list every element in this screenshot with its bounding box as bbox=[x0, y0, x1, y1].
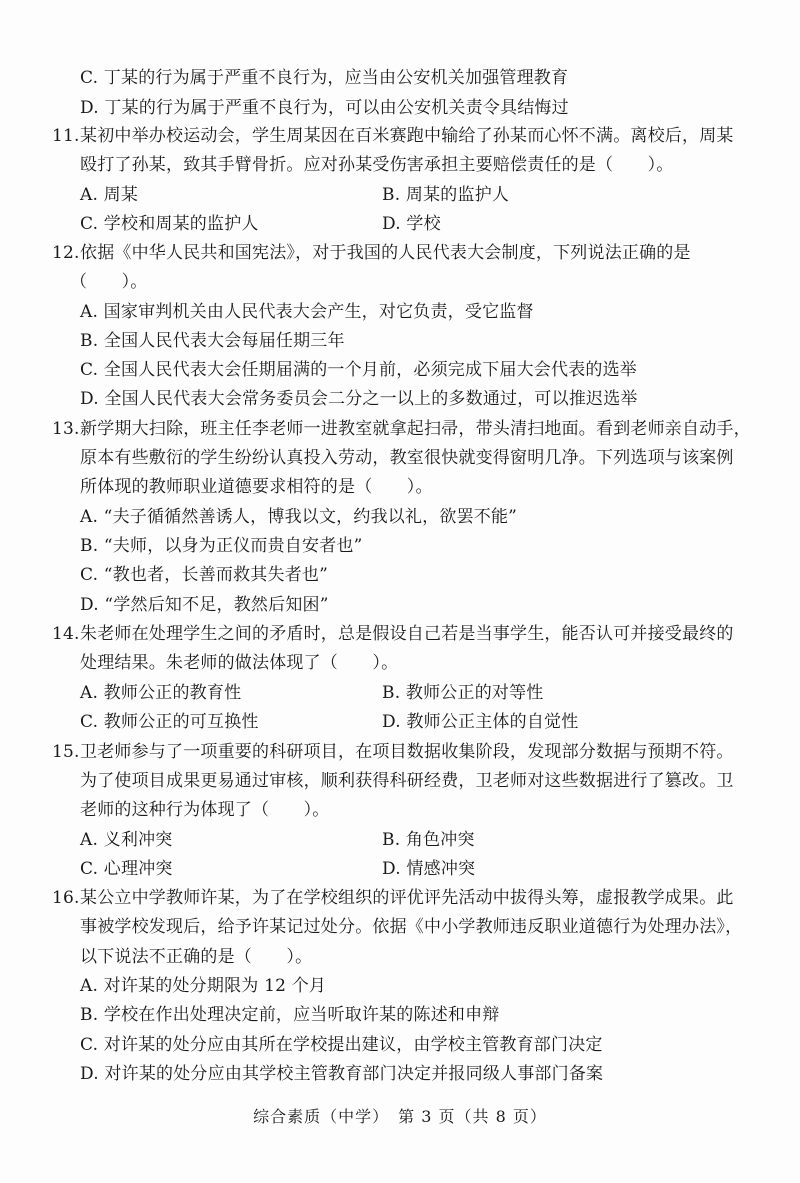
question-stem-line: 为了使项目成果更易通过审核，顺利获得科研经费，卫老师对这些数据进行了篡改。卫 bbox=[80, 771, 734, 791]
option-a: A. 义利冲突 bbox=[80, 830, 173, 850]
question-number: 14. bbox=[52, 624, 80, 644]
question-stem-line: 朱老师在处理学生之间的矛盾时，总是假设自己若是当事学生，能否认可并接受最终的 bbox=[80, 624, 734, 644]
option-d: D. 情感冲突 bbox=[382, 859, 476, 879]
q10-option-d: D. 丁某的行为属于严重不良行为，可以由公安机关责令具结悔过 bbox=[80, 98, 569, 118]
option-c: C. 教师公正的可互换性 bbox=[80, 712, 259, 732]
option-b: B. 学校在作出处理决定前，应当听取许某的陈述和申辩 bbox=[80, 1005, 500, 1025]
option-c: C. 对许某的处分应由其所在学校提出建议，由学校主管教育部门决定 bbox=[80, 1035, 603, 1055]
option-d: D. 教师公正主体的自觉性 bbox=[382, 712, 579, 732]
question-stem-line: 原本有些敷衍的学生纷纷认真投入劳动，教室很快就变得窗明几净。下列选项与该案例 bbox=[80, 448, 734, 468]
question-number: 13. bbox=[52, 419, 80, 439]
option-a: A. 教师公正的教育性 bbox=[80, 683, 242, 703]
question-stem-line: 殴打了孙某，致其手臂骨折。应对孙某受伤害承担主要赔偿责任的是（ ）。 bbox=[80, 155, 674, 175]
option-b: B. 全国人民代表大会每届任期三年 bbox=[80, 331, 345, 351]
option-b: B. 周某的监护人 bbox=[382, 185, 510, 205]
option-d: D. “学然后知不足，教然后知困” bbox=[80, 595, 329, 615]
question-stem-line: 新学期大扫除，班主任李老师一进教室就拿起扫帚，带头清扫地面。看到老师亲自动手， bbox=[80, 419, 751, 439]
q10-option-c: C. 丁某的行为属于严重不良行为，应当由公安机关加强管理教育 bbox=[80, 68, 569, 88]
question-number: 12. bbox=[52, 243, 80, 263]
question-number: 15. bbox=[52, 742, 80, 762]
page-footer: 综合素质（中学） 第 3 页（共 8 页） bbox=[253, 1107, 547, 1126]
option-c: C. 心理冲突 bbox=[80, 859, 173, 879]
question-number: 11. bbox=[52, 126, 80, 146]
option-d: D. 学校 bbox=[382, 214, 441, 234]
option-c: C. 全国人民代表大会任期届满的一个月前，必须完成下届大会代表的选举 bbox=[80, 360, 638, 380]
option-b: B. “夫师，以身为正仪而贵自安者也” bbox=[80, 536, 363, 556]
question-stem-line: 依据《中华人民共和国宪法》，对于我国的人民代表大会制度，下列说法正确的是 bbox=[80, 243, 691, 263]
option-a: A. 周某 bbox=[80, 185, 139, 205]
option-b: B. 教师公正的对等性 bbox=[382, 683, 544, 703]
question-number: 16. bbox=[52, 888, 80, 908]
option-c: C. 学校和周某的监护人 bbox=[80, 214, 259, 234]
question-stem-line: 所体现的教师职业道德要求相符的是（ ）。 bbox=[80, 477, 433, 497]
option-a: A. 国家审判机关由人民代表大会产生，对它负责，受它监督 bbox=[80, 302, 534, 322]
question-stem-line: 老师的这种行为体现了（ ）。 bbox=[80, 800, 330, 820]
question-stem-line: （ ）。 bbox=[70, 272, 148, 292]
option-b: B. 角色冲突 bbox=[382, 830, 475, 850]
question-stem-line: 某公立中学教师许某，为了在学校组织的评优评先活动中拔得头筹，虚报教学成果。此 bbox=[80, 888, 734, 908]
question-stem-line: 某初中举办校运动会，学生周某因在百米赛跑中输给了孙某而心怀不满。离校后，周某 bbox=[80, 126, 734, 146]
option-a: A. “夫子循循然善诱人，博我以文，约我以礼，欲罢不能” bbox=[80, 507, 518, 527]
option-c: C. “教也者，长善而救其失者也” bbox=[80, 565, 328, 585]
question-stem-line: 卫老师参与了一项重要的科研项目，在项目数据收集阶段，发现部分数据与预期不符。 bbox=[80, 742, 734, 762]
question-stem-line: 事被学校发现后，给予许某记过处分。依据《中小学教师违反职业道德行为处理办法》， bbox=[80, 917, 743, 937]
question-stem-line: 以下说法不正确的是（ ）。 bbox=[80, 947, 313, 967]
option-d: D. 对许某的处分应由其学校主管教育部门决定并报同级人事部门备案 bbox=[80, 1064, 604, 1084]
question-stem-line: 处理结果。朱老师的做法体现了（ ）。 bbox=[80, 653, 399, 673]
option-d: D. 全国人民代表大会常务委员会二分之一以上的多数通过，可以推迟选举 bbox=[80, 389, 638, 409]
option-a: A. 对许某的处分期限为 12 个月 bbox=[80, 976, 327, 996]
